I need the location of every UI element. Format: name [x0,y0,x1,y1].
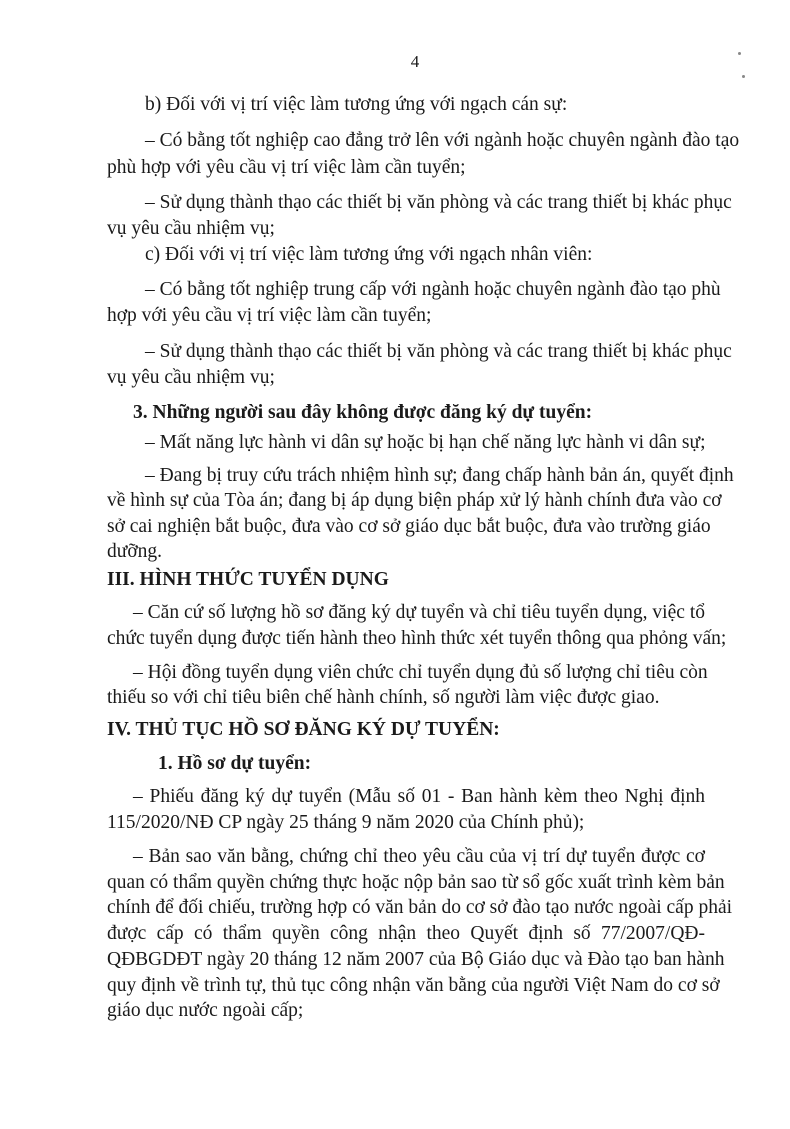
paragraph-line: – Phiếu đăng ký dự tuyển (Mẫu số 01 - Ban hành kèm theo Nghị định [133,786,705,807]
paragraph-line: QĐBGDĐT ngày 20 tháng 12 năm 2007 của Bộ Giáo dục và Đào tạo ban hành [107,949,725,970]
paragraph-line: chức tuyển dụng được tiến hành theo hình thức xét tuyển thông qua phỏng vấn; [107,628,727,649]
paragraph-line: – Sử dụng thành thạo các thiết bị văn phòng và các trang thiết bị khác phục [145,341,732,362]
paragraph-line: – Hội đồng tuyển dụng viên chức chỉ tuyển dụng đủ số lượng chỉ tiêu còn [133,662,708,683]
section-3-heading: 3. Những người sau đây không được đăng ký dự tuyển: [133,402,593,423]
paragraph-line: giáo dục nước ngoài cấp; [107,1000,304,1021]
paragraph-line: quan có thẩm quyền chứng thực hoặc nộp bản sao từ sổ gốc xuất trình kèm bản [107,872,725,893]
paragraph-line: vụ yêu cầu nhiệm vụ; [107,218,275,239]
paragraph-line: 115/2020/NĐ CP ngày 25 tháng 9 năm 2020 của Chính phủ); [107,812,585,833]
paragraph-line: chính để đối chiếu, trường hợp có văn bản do cơ sở đào tạo nước ngoài cấp phải [107,897,733,918]
paragraph-line: sở cai nghiện bắt buộc, đưa vào cơ sở giáo dục bắt buộc, đưa vào trường giáo [107,516,711,537]
subsection-c-heading: c) Đối với vị trí việc làm tương ứng với ngạch nhân viên: [145,244,593,265]
section-III-heading: III. HÌNH THỨC TUYỂN DỤNG [107,569,389,590]
section-IV-heading: IV. THỦ TỤC HỒ SƠ ĐĂNG KÝ DỰ TUYỂN: [107,719,500,740]
paragraph-line: thiếu so với chỉ tiêu biên chế hành chính, số người làm việc được giao. [107,687,660,708]
paragraph-line: – Có bằng tốt nghiệp trung cấp với ngành hoặc chuyên ngành đào tạo phù [145,279,721,300]
paragraph-line: – Bản sao văn bằng, chứng chỉ theo yêu cầu của vị trí dự tuyển được cơ [133,846,705,867]
paragraph-line: phù hợp với yêu cầu vị trí việc làm cần tuyển; [107,157,466,178]
paragraph-line: quy định về trình tự, thủ tục công nhận văn bằng của người Việt Nam do cơ sở [107,975,720,996]
subsection-1-heading: 1. Hồ sơ dự tuyển: [158,753,312,774]
paragraph-line: được cấp có thẩm quyền công nhận theo Quyết định số 77/2007/QĐ- [107,923,705,944]
paragraph-line: – Căn cứ số lượng hồ sơ đăng ký dự tuyển và chỉ tiêu tuyển dụng, việc tổ [133,602,705,623]
paragraph-line: vụ yêu cầu nhiệm vụ; [107,367,275,388]
paragraph-line: dưỡng. [107,541,163,562]
page-number: 4 [410,52,420,71]
paragraph-line: – Mất năng lực hành vi dân sự hoặc bị hạn chế năng lực hành vi dân sự; [145,432,706,453]
paragraph-line: về hình sự của Tòa án; đang bị áp dụng biện pháp xử lý hành chính đưa vào cơ [107,490,722,511]
subsection-b-heading: b) Đối với vị trí việc làm tương ứng với ngạch cán sự: [145,94,568,115]
paragraph-line: – Sử dụng thành thạo các thiết bị văn phòng và các trang thiết bị khác phục [145,192,732,213]
paragraph-line: – Đang bị truy cứu trách nhiệm hình sự; đang chấp hành bản án, quyết định [145,465,734,486]
paragraph-line: hợp với yêu cầu vị trí việc làm cần tuyển; [107,305,432,326]
scan-speck [742,75,745,78]
paragraph-line: – Có bằng tốt nghiệp cao đẳng trở lên với ngành hoặc chuyên ngành đào tạo [145,130,740,151]
